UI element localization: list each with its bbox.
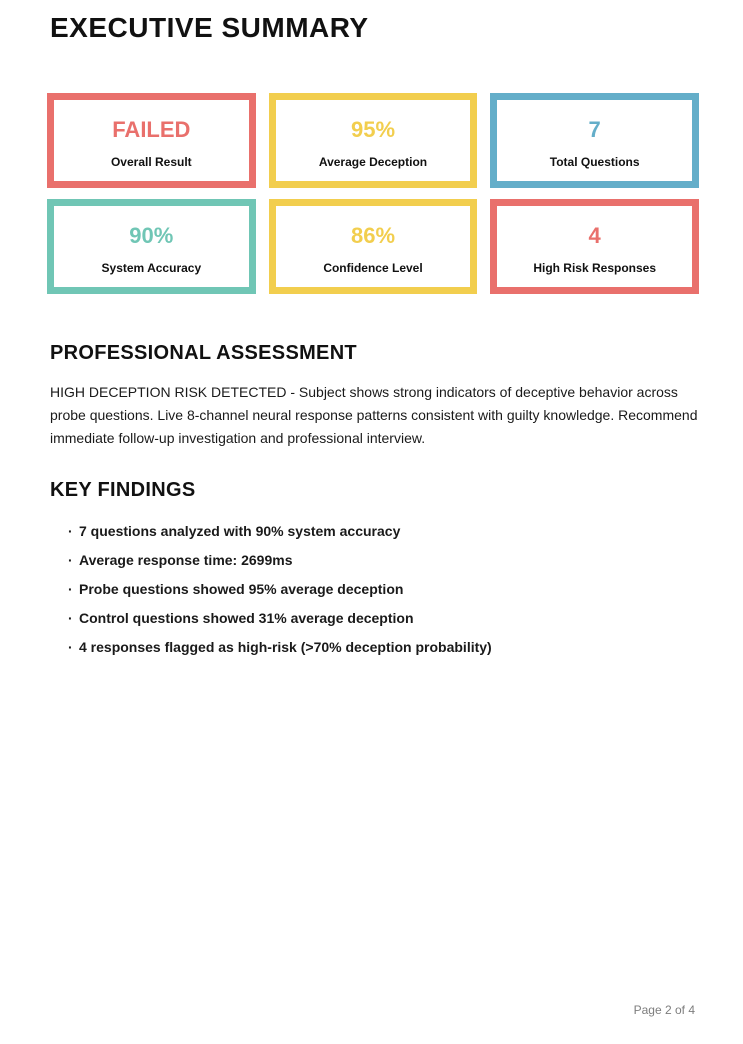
key-findings-section-heading: KEY FINDINGS [50, 479, 196, 501]
metric-card-total-questions [490, 93, 699, 188]
metric-value: 4 [588, 223, 601, 249]
metric-card-system-accuracy [47, 199, 256, 294]
key-finding-item: · 7 questions analyzed with 90% system accuracy [68, 517, 492, 546]
metric-card-overall-result [47, 93, 256, 188]
page-title: EXECUTIVE SUMMARY [50, 12, 369, 43]
metric-value: 90% [129, 223, 174, 249]
metric-card-confidence-level [269, 199, 478, 294]
metric-value: 95% [350, 117, 396, 143]
key-finding-item: · Control questions showed 31% average deception [68, 604, 492, 633]
metric-label: Total Questions [549, 154, 640, 169]
metric-label: High Risk Responses [533, 260, 657, 275]
metric-value: FAILED [112, 117, 191, 143]
metric-value: 86% [350, 223, 396, 249]
key-finding-item: · Average response time: 2699ms [68, 546, 492, 575]
metric-card-average-deception [269, 93, 478, 188]
metric-label: Confidence Level [323, 260, 423, 275]
metric-value: 7 [588, 117, 601, 143]
metric-label: System Accuracy [101, 260, 202, 275]
key-finding-item: · Probe questions showed 95% average deception [68, 575, 492, 604]
assessment-section-heading: PROFESSIONAL ASSESSMENT [50, 342, 357, 364]
metric-card-high-risk-responses [490, 199, 699, 294]
page-number-footer: Page 2 of 4 [633, 1003, 695, 1017]
key-finding-item: · 4 responses flagged as high-risk (>70% deception probability) [68, 633, 492, 662]
key-findings-list [68, 517, 492, 662]
metric-label: Average Deception [318, 154, 428, 169]
assessment-body-text: HIGH DECEPTION RISK DETECTED - Subject shows strong indicators of deceptive behavior across probe questions. Live 8-channel neural response patterns consistent with guilty knowledge. Recommend immediate follow-up investigation and professional interview. [50, 384, 698, 446]
metric-card-grid [47, 93, 699, 294]
metric-label: Overall Result [110, 154, 192, 169]
